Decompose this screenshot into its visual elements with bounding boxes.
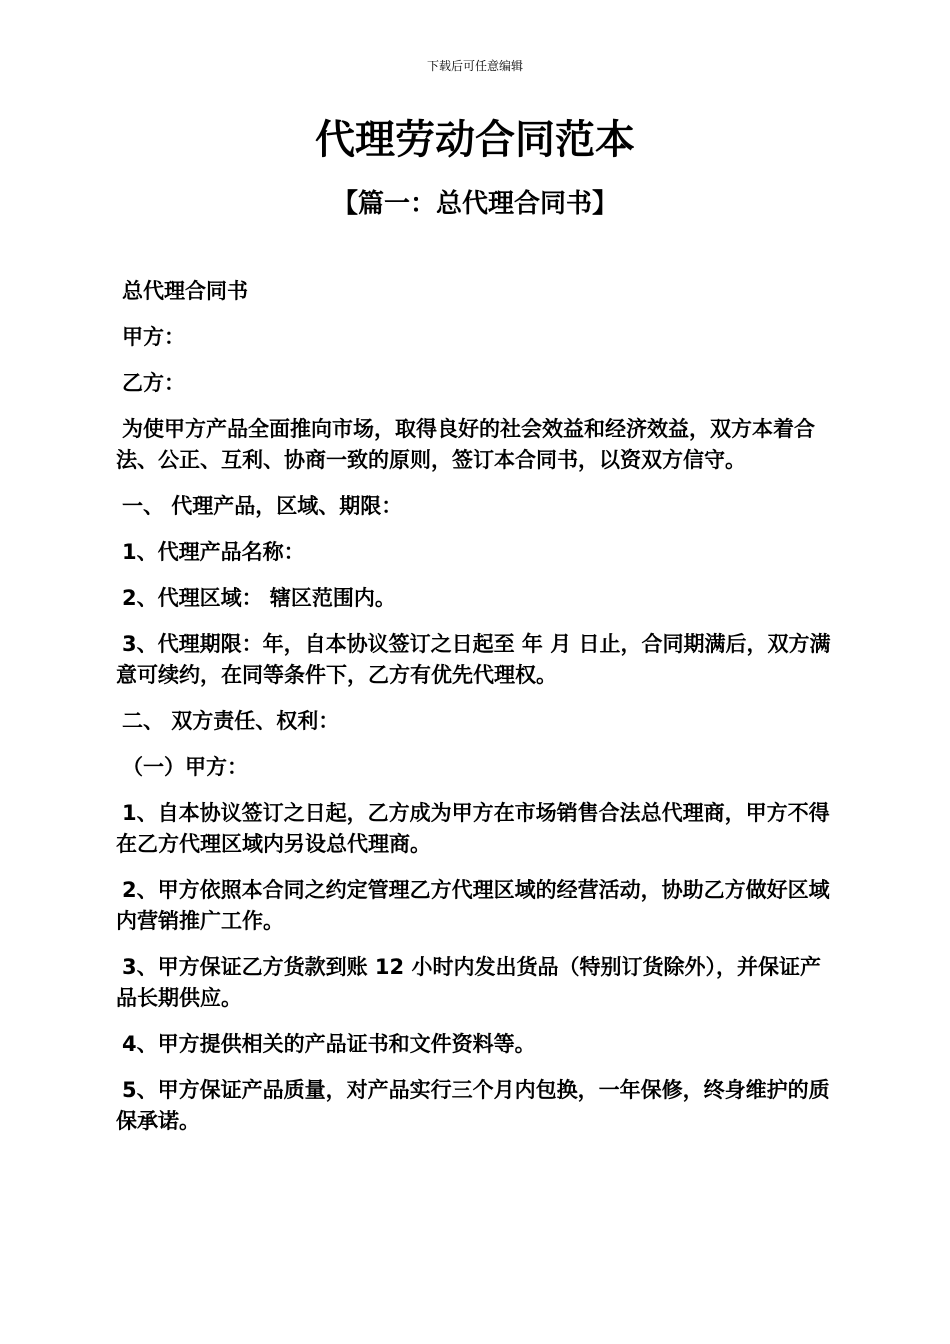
clause-2-4: 4、甲方提供相关的产品证书和文件资料等。 bbox=[122, 1032, 536, 1056]
document-title: 代理劳动合同范本 bbox=[315, 117, 635, 163]
subsection-party-a: （一）甲方： bbox=[122, 755, 248, 779]
clause-1-2: 2、代理区域： 辖区范围内。 bbox=[122, 586, 396, 610]
section-one-heading: 一、 代理产品，区域、期限： bbox=[122, 494, 403, 518]
party-a-line: 甲方： bbox=[122, 325, 185, 349]
clause-2-2: 2、甲方依照本合同之约定管理乙方代理区域的经营活动，协助乙方做好区域内营销推广工作。 bbox=[116, 878, 830, 933]
document-body bbox=[116, 276, 836, 1152]
section-two-heading: 二、 双方责任、权利： bbox=[122, 709, 340, 733]
clause-1-1: 1、代理产品名称： bbox=[122, 540, 305, 564]
preamble-paragraph: 为使甲方产品全面推向市场，取得良好的社会效益和经济效益，双方本着合法、公正、互利、协商一致的原则，签订本合同书，以资双方信守。 bbox=[116, 417, 815, 472]
party-b-line: 乙方： bbox=[122, 371, 185, 395]
clause-2-1: 1、自本协议签订之日起，乙方成为甲方在市场销售合法总代理商，甲方不得在乙方代理区域内另设总代理商。 bbox=[116, 801, 830, 856]
document-subtitle: 【篇一：总代理合同书】 bbox=[331, 189, 618, 219]
clause-2-3: 3、甲方保证乙方货款到账 12 小时内发出货品（特别订货除外），并保证产品长期供应。 bbox=[116, 955, 821, 1010]
page-header-note: 下载后可任意编辑 bbox=[426, 59, 523, 73]
clause-2-5: 5、甲方保证产品质量，对产品实行三个月内包换，一年保修，终身维护的质保承诺。 bbox=[116, 1078, 830, 1133]
clause-1-3: 3、代理期限：年，自本协议签订之日起至 年 月 日止，合同期满后，双方满意可续约，在同等条件下，乙方有优先代理权。 bbox=[116, 632, 831, 687]
contract-heading: 总代理合同书 bbox=[122, 279, 248, 303]
